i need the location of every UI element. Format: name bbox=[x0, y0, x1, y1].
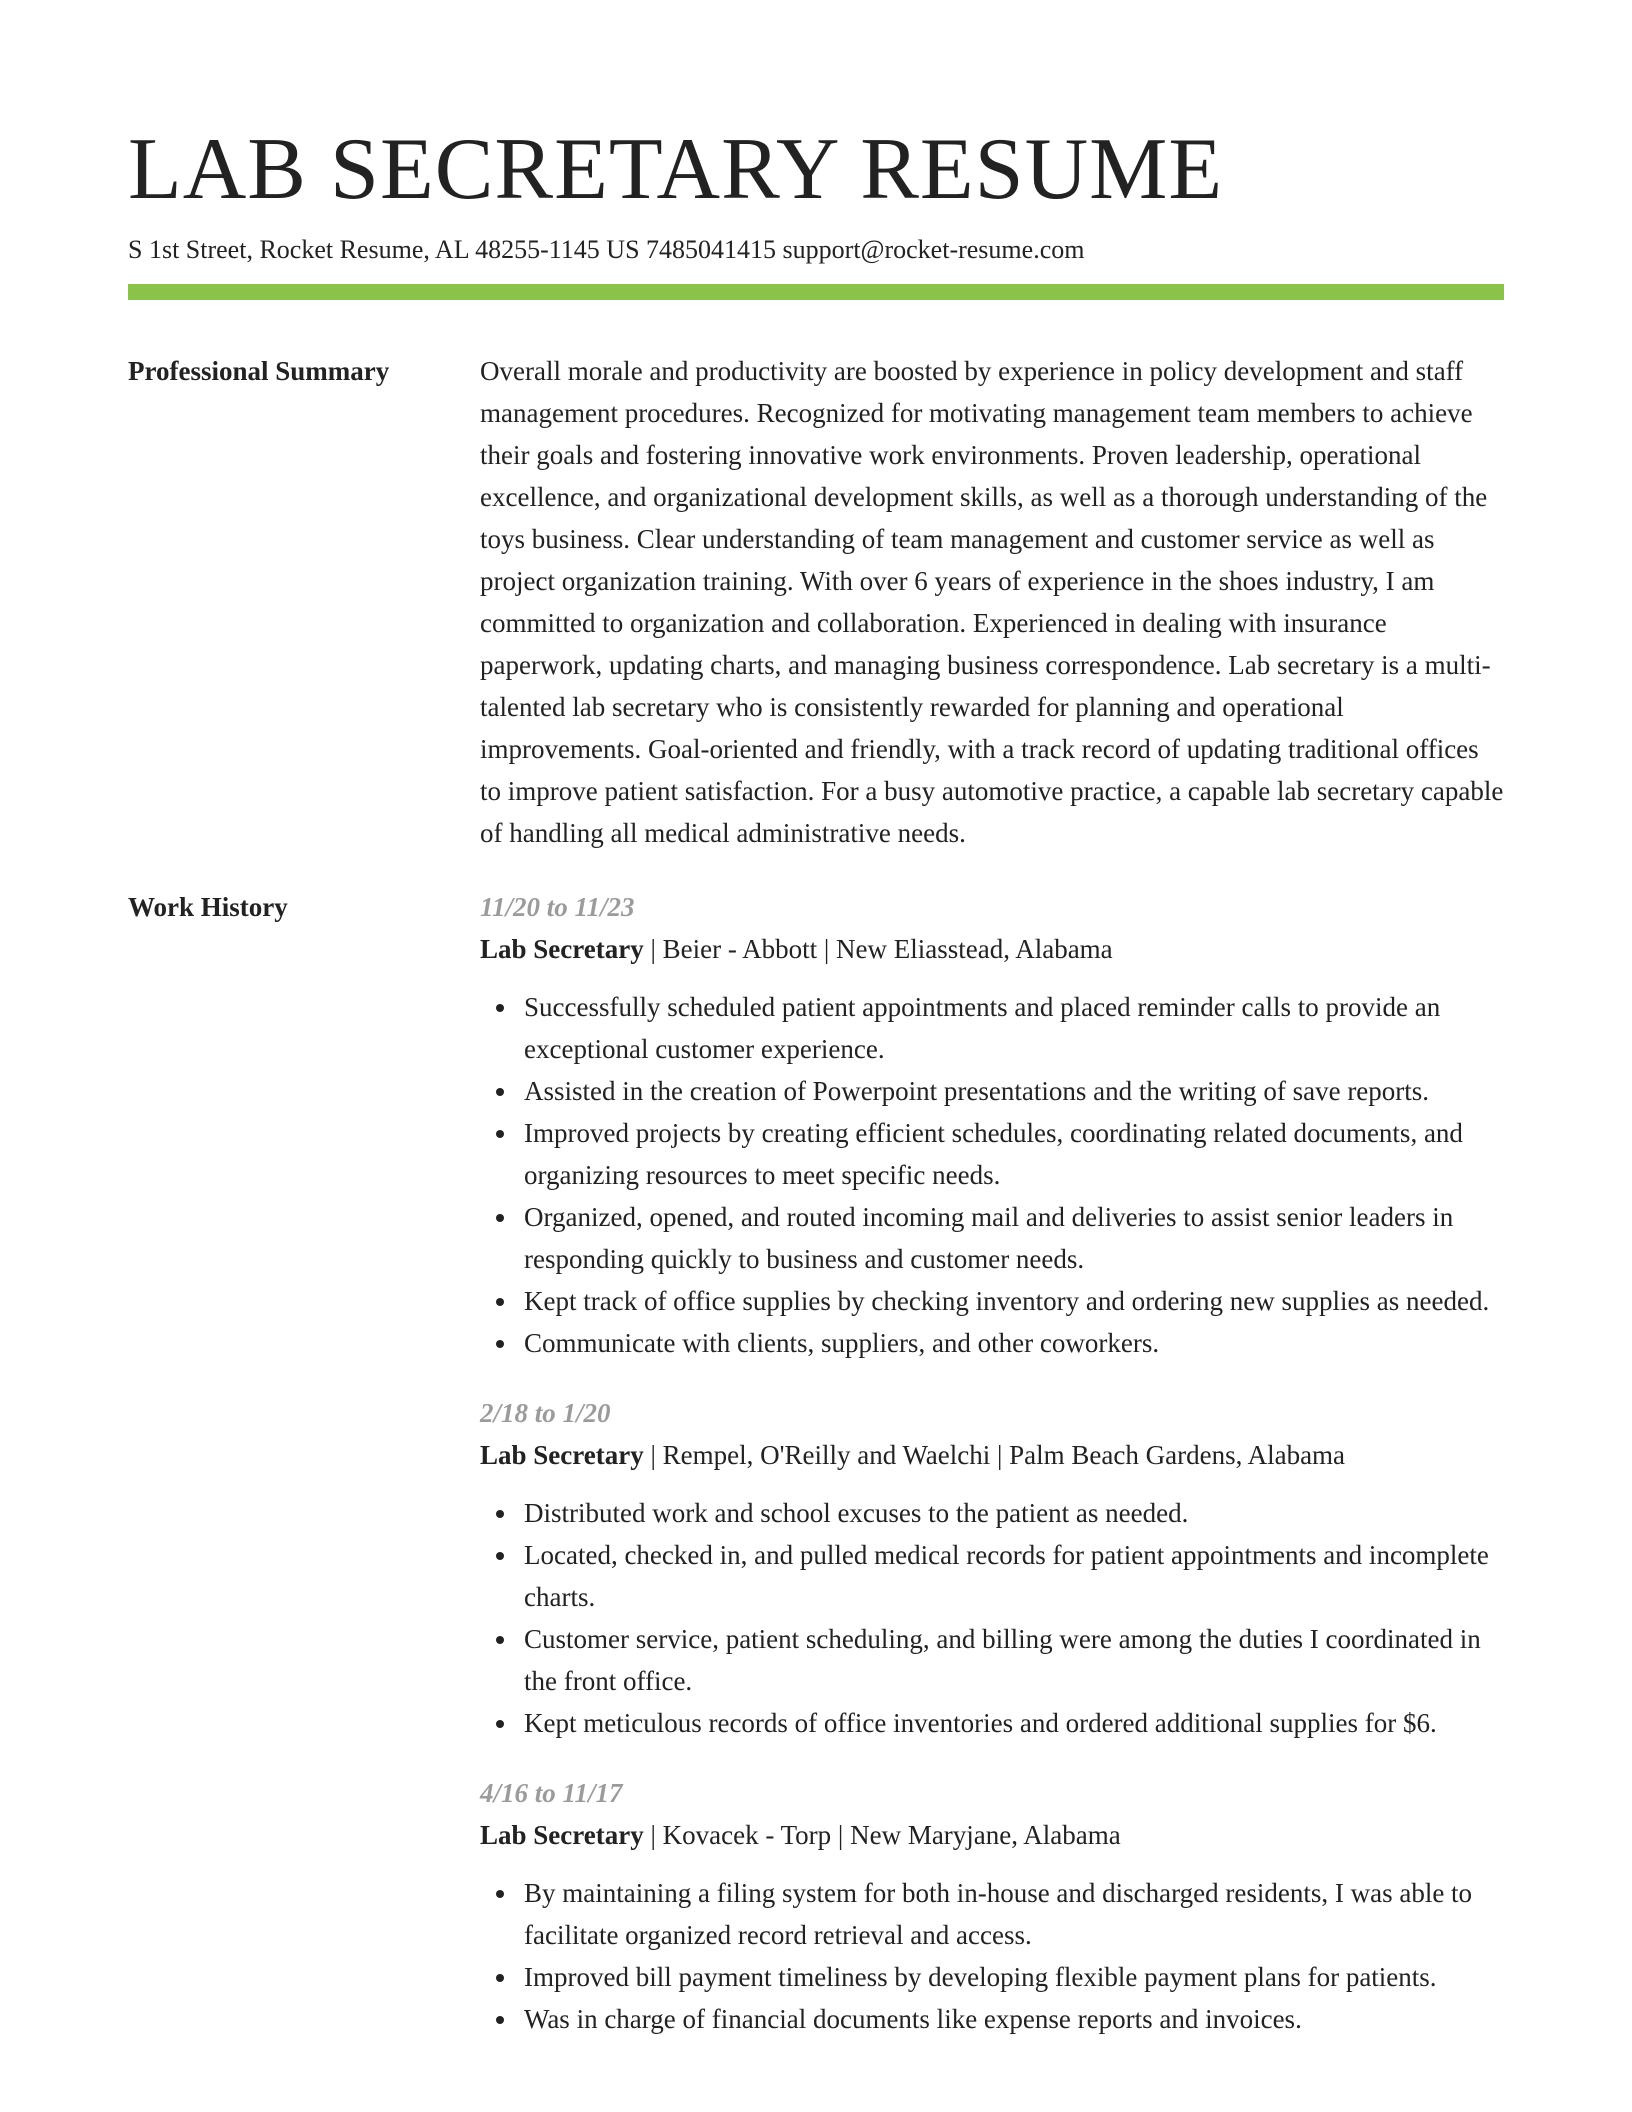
bullet-icon bbox=[496, 1004, 504, 1012]
bullet-text: Kept meticulous records of office inventories and ordered additional supplies for $6. bbox=[524, 1708, 1437, 1738]
bullet-text: Communicate with clients, suppliers, and other coworkers. bbox=[524, 1328, 1160, 1358]
bullet-icon bbox=[496, 1214, 504, 1222]
bullet-text: Customer service, patient scheduling, and billing were among the duties I coordinated in the front office. bbox=[524, 1624, 1481, 1696]
summary-text: Overall morale and productivity are boosted by experience in policy development and staff management procedures. Recognized for motivating management team members to achieve their goals and fostering innovative work environments. Proven leadership, operational excellence, and organizational development skills, as well as a thorough understanding of the toys business. Clear understanding of team management and customer service as well as project organization training. With over 6 years of experience in the shoes industry, I am committed to organization and collaboration. Experienced in dealing with insurance paperwork, updating charts, and managing business correspondence. Lab secretary is a multi-talented lab secretary who is consistently rewarded for planning and operational improvements. Goal-oriented and friendly, with a track record of updating traditional offices to improve patient satisfaction. For a busy automotive practice, a capable lab secretary capable of handling all medical administrative needs. bbox=[480, 356, 1504, 848]
contact-line: S 1st Street, Rocket Resume, AL 48255-1145 US 7485041415 support@rocket-resume.com bbox=[128, 235, 1085, 264]
bullet-item bbox=[480, 1112, 1504, 1196]
bullet-text: By maintaining a filing system for both in-house and discharged residents, I was able to facilitate organized record retrieval and access. bbox=[524, 1878, 1473, 1950]
bullet-text: Improved projects by creating efficient schedules, coordinating related documents, and organizing resources to meet specific needs. bbox=[524, 1118, 1463, 1190]
job-title: Lab Secretary bbox=[480, 1440, 644, 1470]
bullet-icon bbox=[496, 1636, 504, 1644]
bullet-icon bbox=[496, 2016, 504, 2024]
job-heading bbox=[480, 1814, 1504, 1856]
bullet-item bbox=[480, 1618, 1504, 1702]
professional-summary-section bbox=[128, 350, 1504, 854]
job-bullets bbox=[480, 1492, 1504, 1744]
work-history-section bbox=[128, 886, 1504, 2068]
job-dates: 11/20 to 11/23 bbox=[480, 892, 635, 922]
bullet-text: Distributed work and school excuses to the patient as needed. bbox=[524, 1498, 1189, 1528]
bullet-item bbox=[480, 1322, 1504, 1364]
job-title: Lab Secretary bbox=[480, 1820, 644, 1850]
bullet-icon bbox=[496, 1298, 504, 1306]
bullet-icon bbox=[496, 1720, 504, 1728]
section-label-work-history: Work History bbox=[128, 892, 288, 922]
accent-divider bbox=[128, 284, 1504, 300]
job-entry bbox=[480, 1772, 1504, 2040]
bullet-item bbox=[480, 1070, 1504, 1112]
job-dates: 2/18 to 1/20 bbox=[480, 1398, 611, 1428]
bullet-item bbox=[480, 1280, 1504, 1322]
bullet-item bbox=[480, 1998, 1504, 2040]
bullet-text: Organized, opened, and routed incoming mail and deliveries to assist senior leaders in responding quickly to business and customer needs. bbox=[524, 1202, 1454, 1274]
bullet-icon bbox=[496, 1130, 504, 1138]
resume-page bbox=[128, 120, 1504, 2068]
bullet-item bbox=[480, 1702, 1504, 1744]
job-title: Lab Secretary bbox=[480, 934, 644, 964]
resume-title: LAB SECRETARY RESUME bbox=[128, 121, 1224, 218]
section-label-summary: Professional Summary bbox=[128, 356, 390, 386]
bullet-text: Assisted in the creation of Powerpoint presentations and the writing of save reports. bbox=[524, 1076, 1430, 1106]
bullet-icon bbox=[496, 1974, 504, 1982]
job-heading bbox=[480, 928, 1504, 970]
bullet-text: Improved bill payment timeliness by developing flexible payment plans for patients. bbox=[524, 1962, 1437, 1992]
job-bullets bbox=[480, 1872, 1504, 2040]
job-bullets bbox=[480, 986, 1504, 1364]
bullet-icon bbox=[496, 1890, 504, 1898]
bullet-text: Successfully scheduled patient appointments and placed reminder calls to provide an exceptional customer experience. bbox=[524, 992, 1441, 1064]
bullet-icon bbox=[496, 1552, 504, 1560]
job-details: | Kovacek - Torp | New Maryjane, Alabama bbox=[643, 1820, 1121, 1850]
bullet-item bbox=[480, 1196, 1504, 1280]
summary-body bbox=[480, 350, 1504, 854]
work-history-body bbox=[480, 886, 1504, 2068]
job-entry bbox=[480, 1392, 1504, 1744]
bullet-text: Located, checked in, and pulled medical records for patient appointments and incomplete charts. bbox=[524, 1540, 1489, 1612]
job-dates: 4/16 to 11/17 bbox=[480, 1778, 623, 1808]
bullet-icon bbox=[496, 1340, 504, 1348]
job-entry bbox=[480, 886, 1504, 1364]
bullet-item bbox=[480, 1534, 1504, 1618]
bullet-text: Kept track of office supplies by checking inventory and ordering new supplies as needed. bbox=[524, 1286, 1490, 1316]
bullet-item bbox=[480, 1956, 1504, 1998]
bullet-icon bbox=[496, 1510, 504, 1518]
bullet-item bbox=[480, 1872, 1504, 1956]
bullet-item bbox=[480, 986, 1504, 1070]
bullet-item bbox=[480, 1492, 1504, 1534]
bullet-icon bbox=[496, 1088, 504, 1096]
bullet-text: Was in charge of financial documents like expense reports and invoices. bbox=[524, 2004, 1302, 2034]
job-details: | Rempel, O'Reilly and Waelchi | Palm Beach Gardens, Alabama bbox=[643, 1440, 1346, 1470]
job-details: | Beier - Abbott | New Eliasstead, Alabama bbox=[643, 934, 1113, 964]
job-heading bbox=[480, 1434, 1504, 1476]
